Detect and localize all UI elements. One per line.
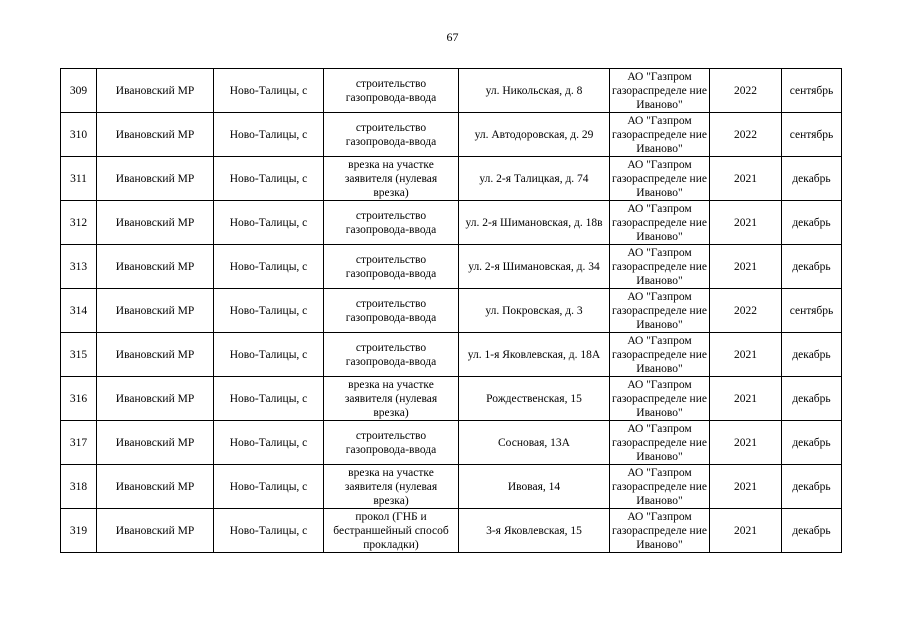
table-row — [61, 421, 842, 465]
address-cell: Рождественская, 15 — [459, 377, 610, 421]
organization-cell: АО "Газпром газораспределе ние Иваново" — [610, 289, 710, 333]
district-cell: Ивановский МР — [97, 157, 214, 201]
table-row — [61, 201, 842, 245]
district-cell: Ивановский МР — [97, 113, 214, 157]
work-type-cell: врезка на участке заявителя (нулевая врезка) — [324, 377, 459, 421]
organization-cell: АО "Газпром газораспределе ние Иваново" — [610, 377, 710, 421]
address-cell: Сосновая, 13А — [459, 421, 610, 465]
year-cell: 2021 — [710, 245, 782, 289]
district-cell: Ивановский МР — [97, 69, 214, 113]
table-row — [61, 333, 842, 377]
district-cell: Ивановский МР — [97, 201, 214, 245]
row-number: 315 — [61, 333, 97, 377]
year-cell: 2021 — [710, 201, 782, 245]
year-cell: 2021 — [710, 509, 782, 553]
address-cell: 3-я Яковлевская, 15 — [459, 509, 610, 553]
year-cell: 2021 — [710, 333, 782, 377]
row-number: 314 — [61, 289, 97, 333]
address-cell: ул. Автодоровская, д. 29 — [459, 113, 610, 157]
table-row — [61, 245, 842, 289]
month-cell: декабрь — [782, 465, 842, 509]
work-type-cell: врезка на участке заявителя (нулевая врезка) — [324, 157, 459, 201]
month-cell: декабрь — [782, 377, 842, 421]
year-cell: 2021 — [710, 421, 782, 465]
organization-cell: АО "Газпром газораспределе ние Иваново" — [610, 113, 710, 157]
organization-cell: АО "Газпром газораспределе ние Иваново" — [610, 509, 710, 553]
address-cell: ул. 2-я Шимановская, д. 34 — [459, 245, 610, 289]
row-number: 311 — [61, 157, 97, 201]
work-type-cell: строительство газопровода-ввода — [324, 69, 459, 113]
month-cell: сентябрь — [782, 113, 842, 157]
gasification-table — [60, 68, 842, 553]
district-cell: Ивановский МР — [97, 509, 214, 553]
district-cell: Ивановский МР — [97, 289, 214, 333]
locality-cell: Ново-Талицы, с — [214, 289, 324, 333]
month-cell: сентябрь — [782, 289, 842, 333]
work-type-cell: строительство газопровода-ввода — [324, 289, 459, 333]
address-cell: ул. Никольская, д. 8 — [459, 69, 610, 113]
month-cell: декабрь — [782, 333, 842, 377]
row-number: 318 — [61, 465, 97, 509]
row-number: 313 — [61, 245, 97, 289]
address-cell: ул. 2-я Талицкая, д. 74 — [459, 157, 610, 201]
organization-cell: АО "Газпром газораспределе ние Иваново" — [610, 201, 710, 245]
table-row — [61, 465, 842, 509]
locality-cell: Ново-Талицы, с — [214, 245, 324, 289]
locality-cell: Ново-Талицы, с — [214, 421, 324, 465]
page-number: 67 — [446, 30, 459, 44]
locality-cell: Ново-Талицы, с — [214, 465, 324, 509]
district-cell: Ивановский МР — [97, 245, 214, 289]
address-cell: ул. Покровская, д. 3 — [459, 289, 610, 333]
district-cell: Ивановский МР — [97, 421, 214, 465]
row-number: 310 — [61, 113, 97, 157]
locality-cell: Ново-Талицы, с — [214, 333, 324, 377]
locality-cell: Ново-Талицы, с — [214, 113, 324, 157]
address-cell: Ивовая, 14 — [459, 465, 610, 509]
month-cell: декабрь — [782, 509, 842, 553]
year-cell: 2022 — [710, 113, 782, 157]
table-row — [61, 69, 842, 113]
organization-cell: АО "Газпром газораспределе ние Иваново" — [610, 245, 710, 289]
locality-cell: Ново-Талицы, с — [214, 377, 324, 421]
locality-cell: Ново-Талицы, с — [214, 509, 324, 553]
organization-cell: АО "Газпром газораспределе ние Иваново" — [610, 157, 710, 201]
month-cell: декабрь — [782, 245, 842, 289]
table-row — [61, 157, 842, 201]
work-type-cell: врезка на участке заявителя (нулевая врезка) — [324, 465, 459, 509]
locality-cell: Ново-Талицы, с — [214, 157, 324, 201]
work-type-cell: строительство газопровода-ввода — [324, 201, 459, 245]
year-cell: 2021 — [710, 465, 782, 509]
address-cell: ул. 1-я Яковлевская, д. 18А — [459, 333, 610, 377]
locality-cell: Ново-Талицы, с — [214, 201, 324, 245]
row-number: 317 — [61, 421, 97, 465]
organization-cell: АО "Газпром газораспределе ние Иваново" — [610, 333, 710, 377]
organization-cell: АО "Газпром газораспределе ние Иваново" — [610, 421, 710, 465]
month-cell: декабрь — [782, 421, 842, 465]
work-type-cell: прокол (ГНБ и бестраншейный способ прокладки) — [324, 509, 459, 553]
month-cell: декабрь — [782, 157, 842, 201]
organization-cell: АО "Газпром газораспределе ние Иваново" — [610, 465, 710, 509]
work-type-cell: строительство газопровода-ввода — [324, 421, 459, 465]
table-row — [61, 289, 842, 333]
year-cell: 2021 — [710, 157, 782, 201]
month-cell: декабрь — [782, 201, 842, 245]
locality-cell: Ново-Талицы, с — [214, 69, 324, 113]
month-cell: сентябрь — [782, 69, 842, 113]
year-cell: 2021 — [710, 377, 782, 421]
table-row — [61, 377, 842, 421]
work-type-cell: строительство газопровода-ввода — [324, 333, 459, 377]
district-cell: Ивановский МР — [97, 465, 214, 509]
year-cell: 2022 — [710, 289, 782, 333]
row-number: 319 — [61, 509, 97, 553]
table-row — [61, 509, 842, 553]
year-cell: 2022 — [710, 69, 782, 113]
work-type-cell: строительство газопровода-ввода — [324, 113, 459, 157]
address-cell: ул. 2-я Шимановская, д. 18в — [459, 201, 610, 245]
row-number: 309 — [61, 69, 97, 113]
organization-cell: АО "Газпром газораспределе ние Иваново" — [610, 69, 710, 113]
district-cell: Ивановский МР — [97, 377, 214, 421]
row-number: 312 — [61, 201, 97, 245]
work-type-cell: строительство газопровода-ввода — [324, 245, 459, 289]
table-row — [61, 113, 842, 157]
row-number: 316 — [61, 377, 97, 421]
district-cell: Ивановский МР — [97, 333, 214, 377]
